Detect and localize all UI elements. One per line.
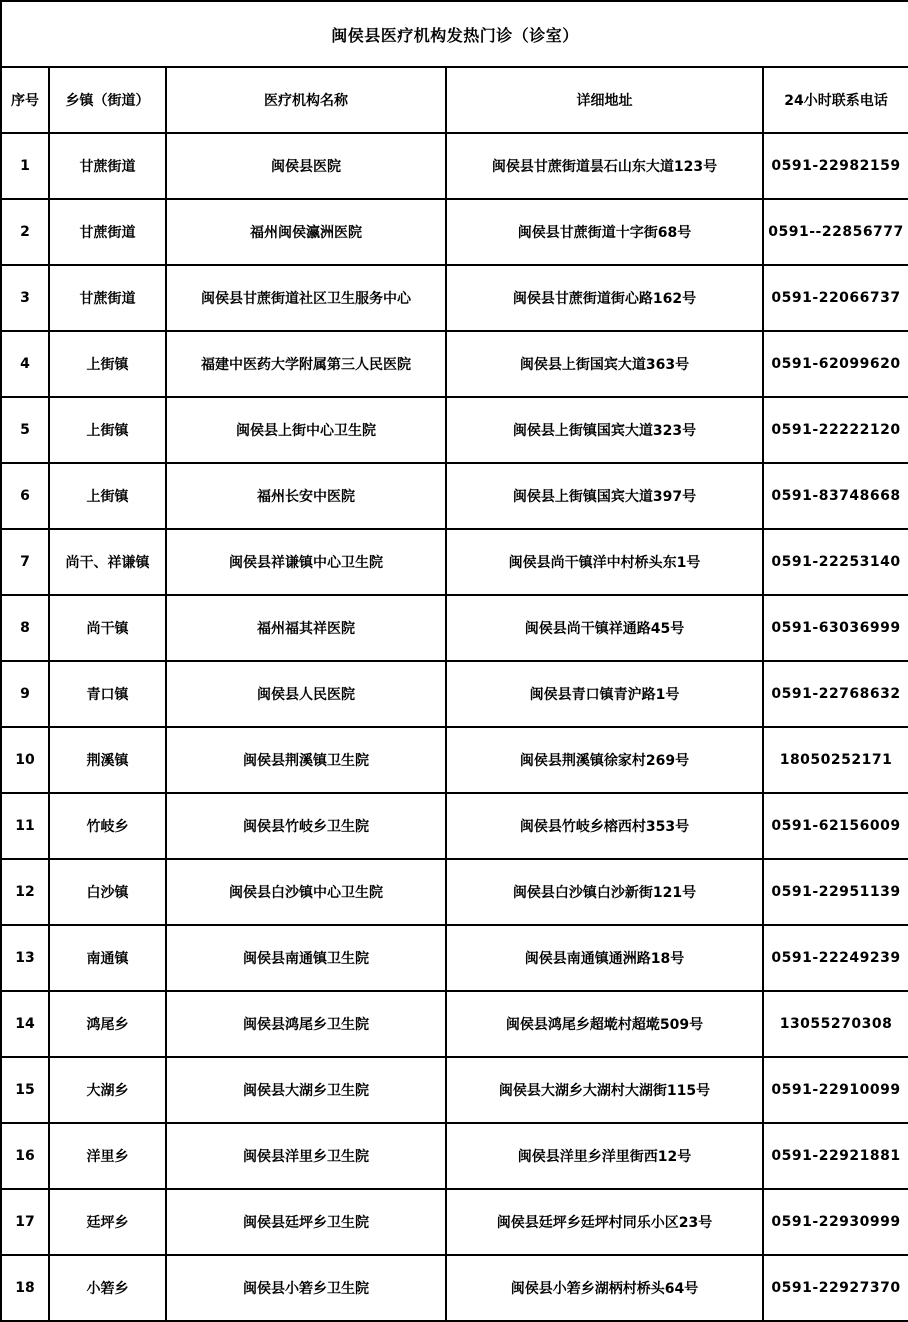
- cell-institution: 闽侯县鸿尾乡卫生院: [166, 991, 446, 1057]
- cell-no: 16: [1, 1123, 49, 1189]
- cell-institution: 闽侯县医院: [166, 133, 446, 199]
- table-row: [1, 529, 908, 595]
- cell-institution: 闽侯县竹岐乡卫生院: [166, 793, 446, 859]
- cell-town: 甘蔗街道: [49, 199, 166, 265]
- cell-institution: 闽侯县南通镇卫生院: [166, 925, 446, 991]
- cell-institution: 闽侯县白沙镇中心卫生院: [166, 859, 446, 925]
- cell-no: 17: [1, 1189, 49, 1255]
- table-row: [1, 1255, 908, 1321]
- cell-phone: 18050252171: [763, 727, 908, 793]
- table-row: [1, 1189, 908, 1255]
- cell-institution: 闽侯县人民医院: [166, 661, 446, 727]
- cell-no: 15: [1, 1057, 49, 1123]
- cell-address: 闽侯县竹岐乡榕西村353号: [446, 793, 763, 859]
- cell-no: 10: [1, 727, 49, 793]
- table-row: [1, 1123, 908, 1189]
- table-row: [1, 727, 908, 793]
- cell-institution: 闽侯县荆溪镇卫生院: [166, 727, 446, 793]
- table-row: [1, 991, 908, 1057]
- cell-no: 5: [1, 397, 49, 463]
- header-row: [1, 67, 908, 133]
- cell-no: 11: [1, 793, 49, 859]
- cell-town: 洋里乡: [49, 1123, 166, 1189]
- table-row: [1, 595, 908, 661]
- cell-address: 闽侯县上街镇国宾大道323号: [446, 397, 763, 463]
- title-row: [1, 1, 908, 67]
- cell-institution: 福州闽侯瀛洲医院: [166, 199, 446, 265]
- cell-institution: 福州长安中医院: [166, 463, 446, 529]
- cell-address: 闽侯县荆溪镇徐家村269号: [446, 727, 763, 793]
- table-row: [1, 661, 908, 727]
- cell-institution: 闽侯县祥谦镇中心卫生院: [166, 529, 446, 595]
- table-row: [1, 265, 908, 331]
- cell-no: 8: [1, 595, 49, 661]
- cell-institution: 福州福其祥医院: [166, 595, 446, 661]
- cell-address: 闽侯县廷坪乡廷坪村同乐小区23号: [446, 1189, 763, 1255]
- cell-phone: 0591-22249239: [763, 925, 908, 991]
- cell-town: 竹岐乡: [49, 793, 166, 859]
- cell-address: 闽侯县上街国宾大道363号: [446, 331, 763, 397]
- cell-address: 闽侯县甘蔗街道昙石山东大道123号: [446, 133, 763, 199]
- cell-town: 上街镇: [49, 331, 166, 397]
- cell-institution: 闽侯县大湖乡卫生院: [166, 1057, 446, 1123]
- cell-address: 闽侯县上街镇国宾大道397号: [446, 463, 763, 529]
- cell-town: 尚干、祥谦镇: [49, 529, 166, 595]
- header-address: 详细地址: [446, 67, 763, 133]
- cell-phone: 0591-22951139: [763, 859, 908, 925]
- cell-phone: 0591-62099620: [763, 331, 908, 397]
- cell-no: 4: [1, 331, 49, 397]
- cell-town: 上街镇: [49, 397, 166, 463]
- cell-address: 闽侯县小箬乡湖柄村桥头64号: [446, 1255, 763, 1321]
- cell-institution: 闽侯县小箬乡卫生院: [166, 1255, 446, 1321]
- header-phone: 24小时联系电话: [763, 67, 908, 133]
- cell-institution: 闽侯县洋里乡卫生院: [166, 1123, 446, 1189]
- cell-town: 尚干镇: [49, 595, 166, 661]
- cell-town: 大湖乡: [49, 1057, 166, 1123]
- table-row: [1, 133, 908, 199]
- table-row: [1, 331, 908, 397]
- cell-address: 闽侯县大湖乡大湖村大湖街115号: [446, 1057, 763, 1123]
- cell-address: 闽侯县青口镇青沪路1号: [446, 661, 763, 727]
- header-institution: 医疗机构名称: [166, 67, 446, 133]
- cell-phone: 0591-83748668: [763, 463, 908, 529]
- table-row: [1, 859, 908, 925]
- cell-no: 18: [1, 1255, 49, 1321]
- header-no: 序号: [1, 67, 49, 133]
- table-row: [1, 199, 908, 265]
- cell-phone: 0591-63036999: [763, 595, 908, 661]
- cell-town: 甘蔗街道: [49, 133, 166, 199]
- cell-town: 青口镇: [49, 661, 166, 727]
- cell-address: 闽侯县鸿尾乡超墘村超墘509号: [446, 991, 763, 1057]
- table-row: [1, 463, 908, 529]
- cell-address: 闽侯县甘蔗街道街心路162号: [446, 265, 763, 331]
- cell-phone: 13055270308: [763, 991, 908, 1057]
- cell-phone: 0591-62156009: [763, 793, 908, 859]
- cell-no: 12: [1, 859, 49, 925]
- table-row: [1, 397, 908, 463]
- header-town: 乡镇（街道）: [49, 67, 166, 133]
- cell-town: 白沙镇: [49, 859, 166, 925]
- table-row: [1, 925, 908, 991]
- table-row: [1, 793, 908, 859]
- cell-phone: 0591-22982159: [763, 133, 908, 199]
- cell-no: 9: [1, 661, 49, 727]
- cell-phone: 0591-22768632: [763, 661, 908, 727]
- cell-town: 南通镇: [49, 925, 166, 991]
- cell-town: 廷坪乡: [49, 1189, 166, 1255]
- table-title: 闽侯县医疗机构发热门诊（诊室）: [1, 1, 908, 67]
- cell-no: 6: [1, 463, 49, 529]
- cell-institution: 闽侯县甘蔗街道社区卫生服务中心: [166, 265, 446, 331]
- cell-address: 闽侯县南通镇通洲路18号: [446, 925, 763, 991]
- cell-town: 鸿尾乡: [49, 991, 166, 1057]
- cell-address: 闽侯县白沙镇白沙新街121号: [446, 859, 763, 925]
- cell-phone: 0591-22066737: [763, 265, 908, 331]
- cell-phone: 0591-22927370: [763, 1255, 908, 1321]
- cell-phone: 0591-22921881: [763, 1123, 908, 1189]
- cell-town: 荆溪镇: [49, 727, 166, 793]
- cell-institution: 闽侯县廷坪乡卫生院: [166, 1189, 446, 1255]
- cell-no: 2: [1, 199, 49, 265]
- cell-phone: 0591-22910099: [763, 1057, 908, 1123]
- cell-address: 闽侯县尚干镇祥通路45号: [446, 595, 763, 661]
- cell-no: 3: [1, 265, 49, 331]
- cell-phone: 0591--22856777: [763, 199, 908, 265]
- cell-address: 闽侯县洋里乡洋里街西12号: [446, 1123, 763, 1189]
- cell-institution: 闽侯县上街中心卫生院: [166, 397, 446, 463]
- cell-address: 闽侯县甘蔗街道十字街68号: [446, 199, 763, 265]
- cell-town: 上街镇: [49, 463, 166, 529]
- cell-town: 甘蔗街道: [49, 265, 166, 331]
- cell-address: 闽侯县尚干镇洋中村桥头东1号: [446, 529, 763, 595]
- cell-no: 14: [1, 991, 49, 1057]
- cell-no: 7: [1, 529, 49, 595]
- table-row: [1, 1057, 908, 1123]
- cell-no: 1: [1, 133, 49, 199]
- cell-phone: 0591-22253140: [763, 529, 908, 595]
- cell-town: 小箬乡: [49, 1255, 166, 1321]
- cell-phone: 0591-22930999: [763, 1189, 908, 1255]
- cell-phone: 0591-22222120: [763, 397, 908, 463]
- cell-no: 13: [1, 925, 49, 991]
- cell-institution: 福建中医药大学附属第三人民医院: [166, 331, 446, 397]
